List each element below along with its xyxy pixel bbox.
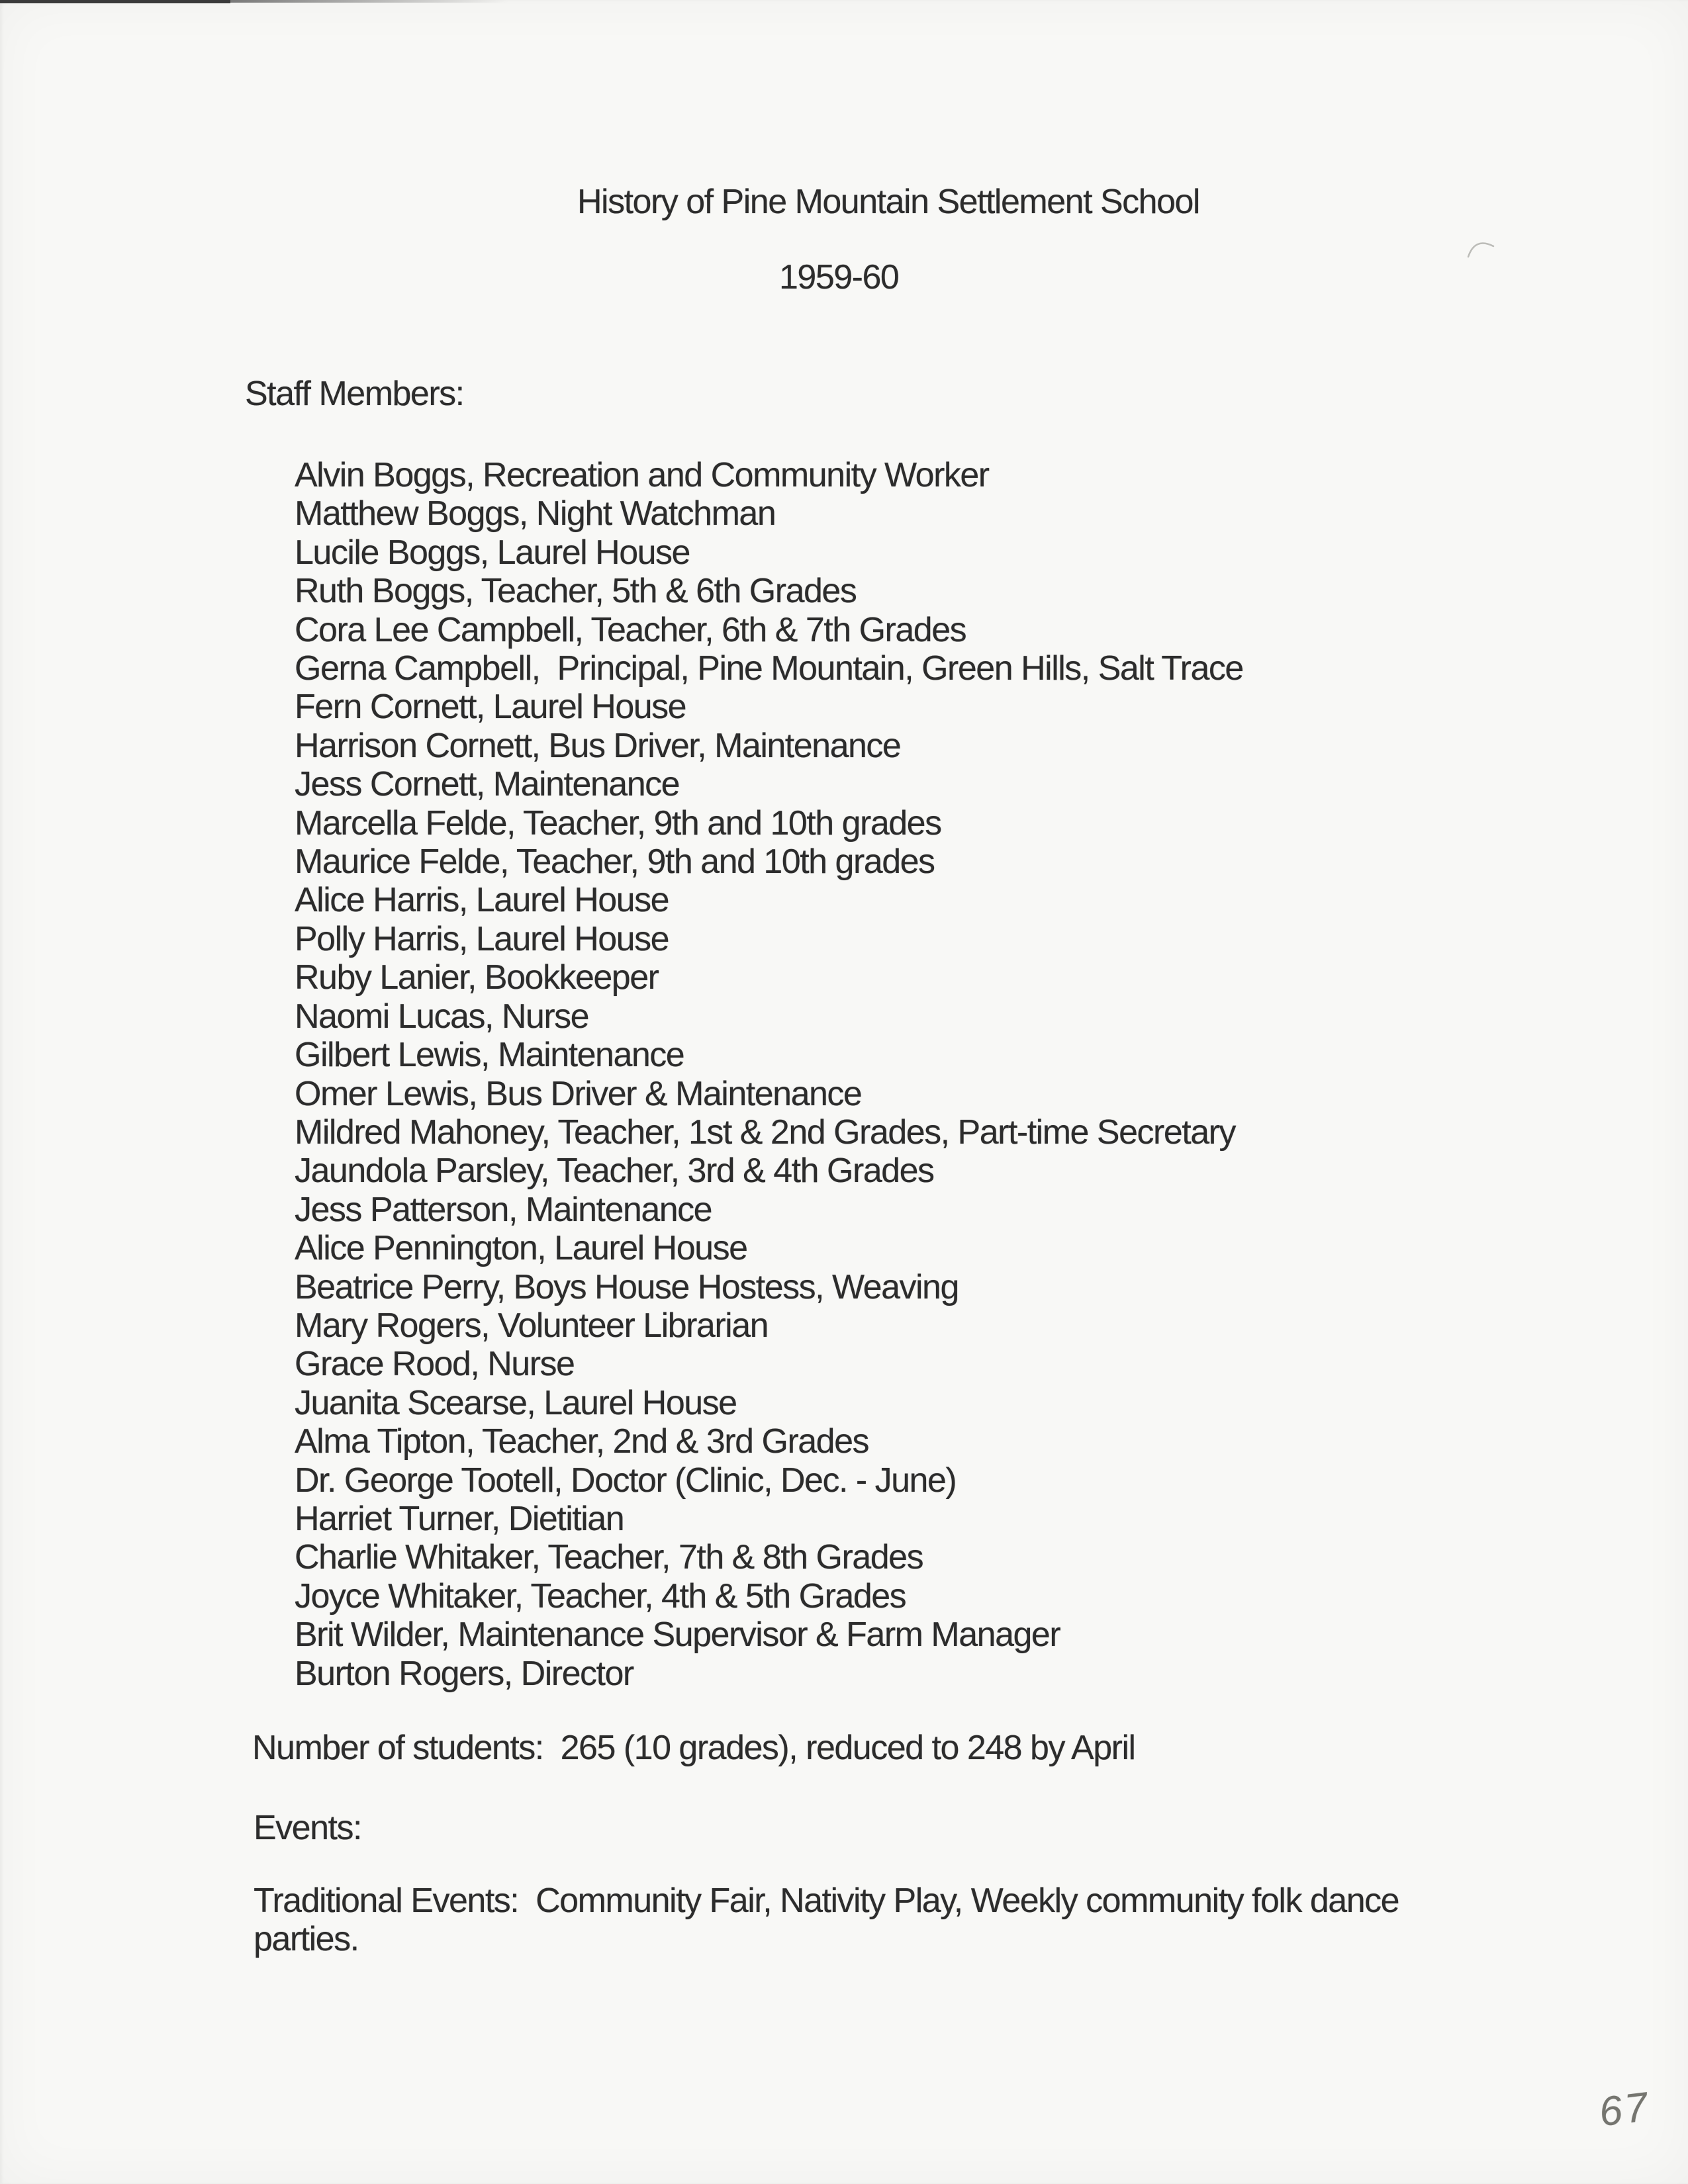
staff-list-item: Ruby Lanier, Bookkeeper (295, 958, 659, 997)
staff-list-item: Omer Lewis, Bus Driver & Maintenance (295, 1074, 862, 1113)
staff-list-item: Polly Harris, Laurel House (295, 919, 669, 958)
document-title: History of Pine Mountain Settlement School (577, 183, 1199, 221)
staff-list-item: Jess Patterson, Maintenance (295, 1190, 712, 1229)
staff-list-item: Jaundola Parsley, Teacher, 3rd & 4th Grades (295, 1152, 934, 1191)
staff-list-item: Ruth Boggs, Teacher, 5th & 6th Grades (295, 572, 857, 611)
staff-list-item: Harriet Turner, Dietitian (295, 1499, 624, 1538)
traditional-events-paragraph: Traditional Events: Community Fair, Nativity Play, Weekly community folk dance parties. (254, 1882, 1408, 1958)
staff-list-item: Marcella Felde, Teacher, 9th and 10th grades (295, 803, 941, 842)
staff-list-item: Cora Lee Campbell, Teacher, 6th & 7th Grades (295, 610, 966, 649)
staff-list-item: Charlie Whitaker, Teacher, 7th & 8th Grades (295, 1538, 923, 1577)
staff-list-item: Beatrice Perry, Boys House Hostess, Weaving (295, 1267, 959, 1306)
staff-list-item: Grace Rood, Nurse (295, 1345, 575, 1384)
staff-list-item: Juanita Scearse, Laurel House (295, 1383, 737, 1422)
staff-list-item: Matthew Boggs, Night Watchman (295, 494, 776, 533)
staff-list-item: Joyce Whitaker, Teacher, 4th & 5th Grades (295, 1576, 906, 1615)
staff-list-item: Dr. George Tootell, Doctor (Clinic, Dec. - June) (295, 1461, 957, 1500)
staff-members-heading: Staff Members: (245, 375, 464, 413)
staff-list (295, 456, 1243, 1693)
staff-list-item: Alice Pennington, Laurel House (295, 1229, 747, 1268)
staff-list-item: Alice Harris, Laurel House (295, 881, 669, 920)
staff-list-item: Mary Rogers, Volunteer Librarian (295, 1306, 769, 1345)
staff-list-item: Burton Rogers, Director (295, 1654, 633, 1693)
staff-list-item: Gilbert Lewis, Maintenance (295, 1036, 684, 1075)
staff-list-item: Harrison Cornett, Bus Driver, Maintenance (295, 726, 901, 765)
staff-list-item: Alma Tipton, Teacher, 2nd & 3rd Grades (295, 1422, 869, 1461)
pencil-mark-arc (1464, 233, 1500, 262)
handwritten-page-number: 67 (1597, 2083, 1653, 2136)
staff-list-item: Maurice Felde, Teacher, 9th and 10th grades (295, 842, 935, 882)
school-year: 1959-60 (779, 258, 899, 296)
staff-list-item: Jess Cornett, Maintenance (295, 765, 680, 804)
staff-list-item: Naomi Lucas, Nurse (295, 997, 589, 1036)
scan-artifact-top-edge (0, 0, 230, 3)
events-heading: Events: (254, 1809, 361, 1847)
staff-list-item: Lucile Boggs, Laurel House (295, 533, 690, 572)
staff-list-item: Brit Wilder, Maintenance Supervisor & Farm Manager (295, 1615, 1060, 1655)
staff-list-item: Mildred Mahoney, Teacher, 1st & 2nd Grades, Part-time Secretary (295, 1113, 1235, 1152)
scan-artifact-top-edge-fade (230, 0, 508, 3)
staff-list-item: Gerna Campbell, Principal, Pine Mountain, Green Hills, Salt Trace (295, 649, 1243, 688)
staff-list-item: Fern Cornett, Laurel House (295, 688, 686, 727)
staff-list-item: Alvin Boggs, Recreation and Community Worker (295, 456, 989, 494)
student-count-line: Number of students: 265 (10 grades), reduced to 248 by April (252, 1729, 1135, 1767)
